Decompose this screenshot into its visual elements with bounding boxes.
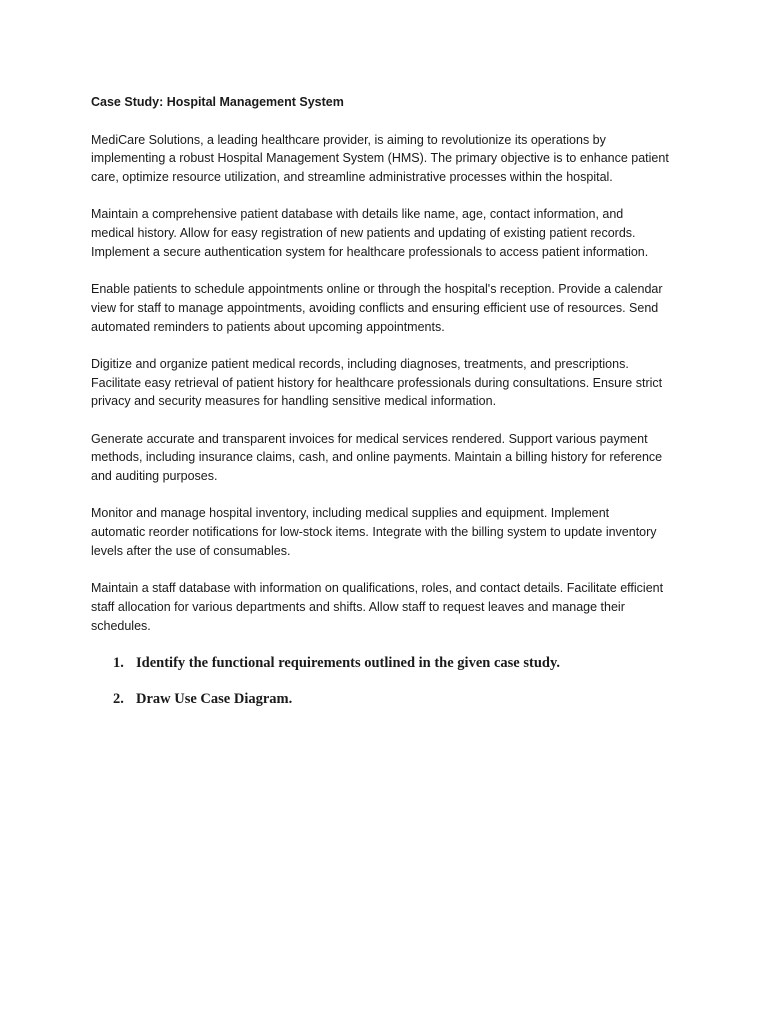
question-item bbox=[91, 654, 691, 672]
paragraph-line: Digitize and organize patient medical records, including diagnoses, treatments, and prescriptions. bbox=[91, 356, 629, 371]
paragraph-appointments bbox=[91, 280, 691, 336]
paragraph-line: care, optimize resource utilization, and streamline administrative processes within the hospital. bbox=[91, 170, 613, 185]
paragraph-line: Facilitate easy retrieval of patient history for healthcare professionals during consultations. Ensure strict bbox=[91, 375, 663, 390]
paragraph-line: staff allocation for various departments and shifts. Allow staff to request leaves and manage their bbox=[91, 599, 625, 614]
question-text: Draw Use Case Diagram. bbox=[136, 690, 293, 707]
paragraph-billing bbox=[91, 430, 691, 486]
paragraph-line: implementing a robust Hospital Management System (HMS). The primary objective is to enhance patient bbox=[91, 151, 669, 166]
document-page bbox=[91, 93, 691, 708]
question-list bbox=[91, 654, 691, 708]
question-item bbox=[91, 690, 691, 708]
paragraph-line: Maintain a comprehensive patient database with details like name, age, contact information, and bbox=[91, 207, 624, 222]
paragraph-inventory bbox=[91, 504, 691, 560]
paragraph-line: Monitor and manage hospital inventory, including medical supplies and equipment. Implement bbox=[91, 506, 610, 521]
paragraph-line: automated reminders to patients about upcoming appointments. bbox=[91, 319, 445, 334]
paragraph-line: schedules. bbox=[91, 618, 151, 633]
paragraph-line: medical history. Allow for easy registration of new patients and updating of existing patient records. bbox=[91, 226, 636, 241]
paragraph-medical-records bbox=[91, 355, 691, 411]
paragraph-line: Maintain a staff database with information on qualifications, roles, and contact details. Facilitate efficient bbox=[91, 581, 664, 596]
paragraph-line: MediCare Solutions, a leading healthcare provider, is aiming to revolutionize its operations by bbox=[91, 132, 606, 147]
question-number: 2. bbox=[113, 690, 124, 707]
paragraph-line: Generate accurate and transparent invoices for medical services rendered. Support various payment bbox=[91, 431, 648, 446]
paragraph-intro bbox=[91, 131, 691, 187]
paragraph-line: automatic reorder notifications for low-stock items. Integrate with the billing system to update inventory bbox=[91, 525, 657, 540]
document-title: Case Study: Hospital Management System bbox=[91, 95, 344, 109]
paragraph-line: levels after the use of consumables. bbox=[91, 543, 291, 558]
paragraph-line: methods, including insurance claims, cash, and online payments. Maintain a billing history for reference bbox=[91, 450, 663, 465]
paragraph-line: Implement a secure authentication system for healthcare professionals to access patient information. bbox=[91, 244, 649, 259]
paragraph-patient-database bbox=[91, 205, 691, 261]
paragraph-staff bbox=[91, 579, 691, 635]
paragraph-line: and auditing purposes. bbox=[91, 469, 218, 484]
paragraph-line: view for staff to manage appointments, avoiding conflicts and ensuring efficient use of resources. Send bbox=[91, 300, 659, 315]
question-number: 1. bbox=[113, 654, 124, 671]
question-text: Identify the functional requirements outlined in the given case study. bbox=[136, 654, 561, 671]
paragraph-line: Enable patients to schedule appointments online or through the hospital's reception. Provide a calendar bbox=[91, 282, 663, 297]
paragraph-line: privacy and security measures for handling sensitive medical information. bbox=[91, 394, 497, 409]
